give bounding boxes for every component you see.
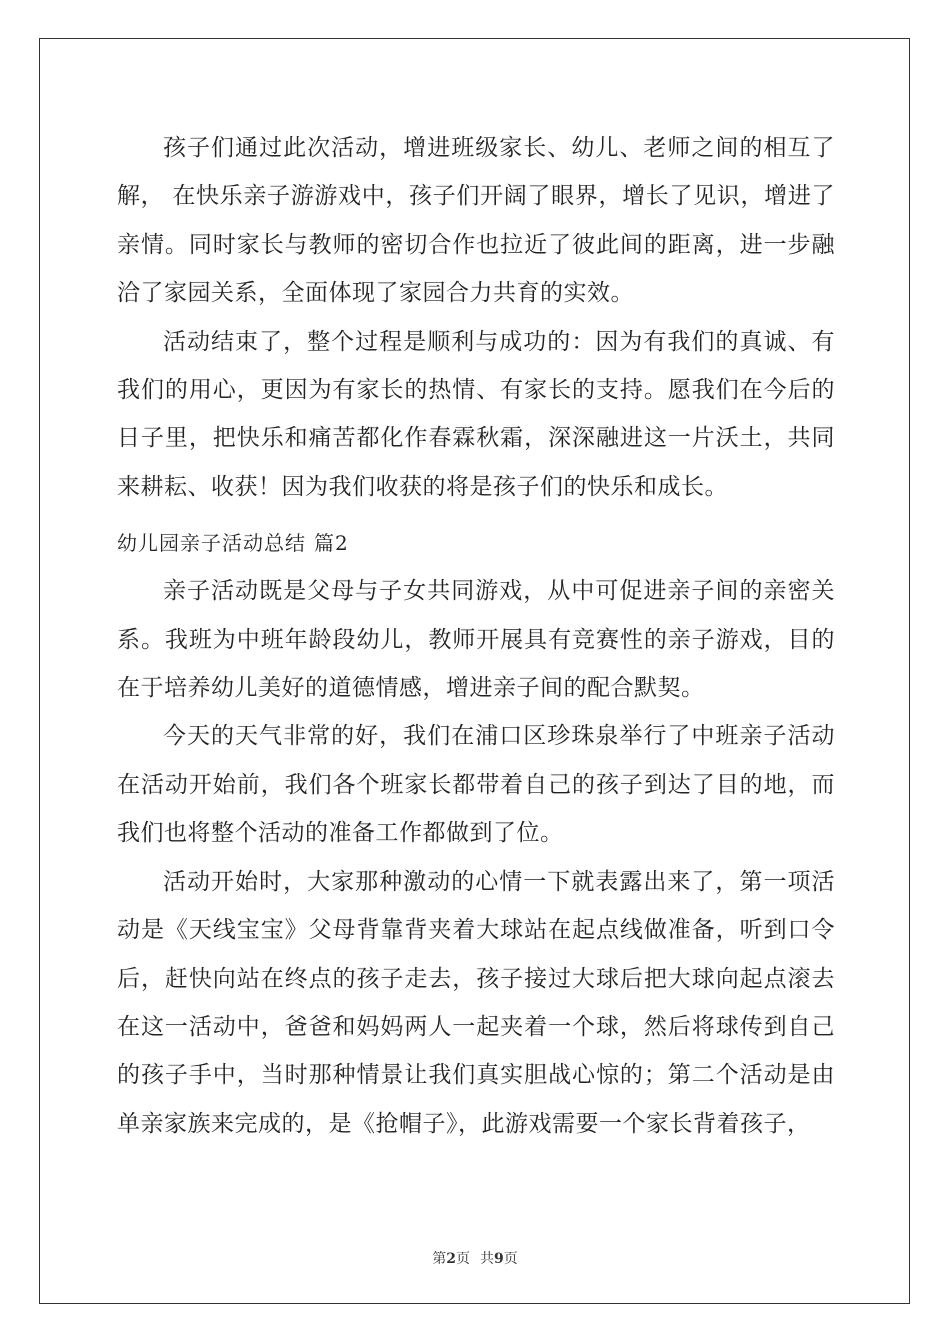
total-suffix: 页: [503, 1251, 518, 1267]
paragraph: 亲子活动既是父母与子女共同游戏，从中可促进亲子间的亲密关系。我班为中班年龄段幼儿，教师开展具有竞赛性的亲子游戏，目的在于培养幼儿美好的道德情感，增进亲子间的配合默契。: [117, 578, 835, 702]
page-footer: [0, 1248, 950, 1268]
paragraph: 孩子们通过此次活动，增进班级家长、幼儿、老师之间的相互了解， 在快乐亲子游游戏中，孩子们开阔了眼界，增长了见识，增进了亲情。同时家长与教师的密切合作也拉近了彼此间的距离，进一步融洽了家园关系，全面体现了家园合力共育的实效。: [117, 135, 835, 307]
current-page-number: 2: [446, 1251, 456, 1267]
page-prefix: 第: [432, 1251, 447, 1267]
total-page-number: 9: [494, 1251, 504, 1267]
paragraph: 今天的天气非常的好，我们在浦口区珍珠泉举行了中班亲子活动在活动开始前，我们各个班家长都带着自己的孩子到达了目的地，而我们也将整个活动的准备工作都做到了位。: [117, 723, 835, 847]
total-prefix: 共: [480, 1251, 494, 1267]
paragraph: 活动开始时，大家那种激动的心情一下就表露出来了，第一项活动是《天线宝宝》父母背靠背夹着大球站在起点线做准备，听到口令后，赶快向站在终点的孩子走去，孩子接过大球后把大球向起点滚去在这一活动中，爸爸和妈妈两人一起夹着一个球，然后将球传到自己的孩子手中，当时那种情景让我们真实胆战心惊的；第二个活动是由单亲家族来完成的，是《抢帽子》，此游戏需要一个家长背着孩子，: [117, 868, 835, 1137]
section-number: 篇2: [314, 531, 349, 556]
section-heading: [117, 525, 835, 561]
paragraph: 活动结束了，整个过程是顺利与成功的：因为有我们的真诚、有我们的用心，更因为有家长的热情、有家长的支持。愿我们在今后的日子里，把快乐和痛苦都化作春霖秋霜，深深融进这一片沃土，共同来耕耘、收获！因为我们收获的将是孩子们的快乐和成长。: [117, 328, 835, 500]
document-body: [117, 124, 835, 1148]
page-suffix: 页: [456, 1251, 470, 1267]
section-title-text: 幼儿园亲子活动总结: [117, 531, 306, 556]
